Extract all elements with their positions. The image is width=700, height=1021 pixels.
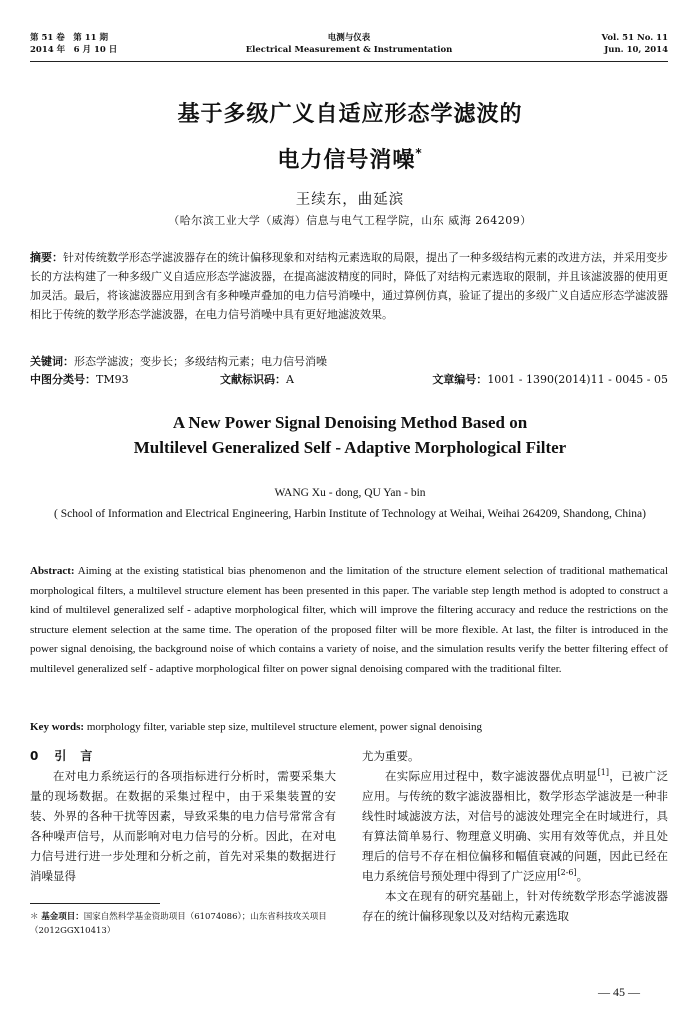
english-keywords: Key words: morphology filter, variable step size, multilevel structure element, power signal denoising — [30, 721, 482, 733]
chinese-keywords: 关键词：形态学滤波；变步长；多级结构元素；电力信号消噪 — [30, 355, 327, 368]
header-journal-name: 电测与仪表 Electrical Measurement & Instrumentation — [245, 33, 453, 55]
english-abstract-text: Aiming at the existing statistical bias phenomenon and the limitation of the structure element selection of traditional mathematical morphological filters, a multilevel structure element has been presented in this paper. The variable step length method is adopted to construct a kind of multilevel generalized self - adaptive morphological filter, which will improve the filtering accuracy and reduce the restrictions on the structure element selection at the same time. The operation of the proposed filter will be more flexible. At last, the filter is introduced in the power signal denoising, the background noise of which contains a variety of noise, and the simulation results verify the better filtering effect of multilevel generalized self - adaptive morphological filter on power signal denoising compared with the traditional filter. — [30, 565, 668, 675]
intro-paragraph: 在对电力系统运行的各项指标进行分析时，需要采集大量的现场数据。在数据的采集过程中，由于采集装置的安装、外界的各种干扰等因素，导致采集的电力信号常常含有各种噪声信号，从而影响对电力信号的分析。因此，在对电力信号进行进一步处理和分析之前，首先对采集的数据进行消噪显得 — [30, 769, 336, 883]
english-abstract — [30, 562, 668, 679]
chinese-abstract-text: 针对传统数学形态学滤波器存在的统计偏移现象和对结构元素选取的局限，提出了一种多级结构元素的改进方法，并采用变步长的方法构建了一种多级广义自适应形态学滤波器，在提高滤波精度的同时，降低了对结构元素选取的限制，并且该滤波器的使用更加灵活。最后，将该滤波器应用到含有多种噪声叠加的电力信号消噪中，通过算例仿真，验证了提出的多级广义自适应形态学滤波器相比于传统的数学形态学滤波器，在电力信号消噪中具有更好地滤波效果。 — [30, 251, 668, 321]
english-authors: WANG Xu - dong, QU Yan - bin — [274, 487, 426, 499]
clc-number: 中图分类号：TM93 — [30, 373, 129, 386]
english-affiliation: ( School of Information and Electrical Engineering, Harbin Institute of Technology at Weihai, Weihai 264209, Shandong, China) — [53, 508, 646, 520]
footnote-funding: ＊ 基金项目：国家自然科学基金资助项目（61074086）；山东省科技攻关项目（2012GGX10413） — [30, 912, 327, 936]
document-code: 文献标识码：A — [220, 373, 294, 386]
chinese-abstract — [30, 248, 668, 324]
header-volume-info: 第 51 卷 第 11 期 2014 年 6 月 10 日 — [30, 33, 118, 55]
left-column — [30, 746, 336, 886]
citation: [2-6] — [557, 868, 577, 878]
paragraph-this-paper: 本文在现有的研究基础上，针对传统数学形态学滤波器存在的统计偏移现象以及对结构元素选取 — [362, 889, 668, 923]
right-column — [362, 746, 668, 926]
page-number: — 45 — — [598, 985, 640, 999]
section-heading-introduction: 0 引言 — [30, 749, 107, 763]
chinese-authors: 王续东，曲延滨 — [295, 192, 405, 208]
paragraph-digital-filters: 在实际应用过程中，数字滤波器优点明显[1]，已被广泛应用。与传统的数字滤波器相比，数学形态学滤波是一种非线性时域滤波方法，对信号的滤波处理完全在时域进行，具有算法简单易行、物理意义明确、实用有效等优点，并且处理后的信号不存在相位偏移和幅值衰减的问题，因此已经在电力系统信号预处理中得到了广泛应用[2-6]。 — [362, 768, 669, 883]
header-volume-info-en: Vol. 51 No. 11 Jun. 10, 2014 — [601, 33, 668, 55]
english-title: A New Power Signal Denoising Method Based on Multilevel Generalized Self - Adaptive Morphological Filter — [133, 413, 567, 457]
article-number: 文章编号：1001 - 1390(2014)11 - 0045 - 05 — [432, 373, 668, 386]
footnote-rule — [30, 903, 160, 904]
chinese-affiliation: （哈尔滨工业大学（威海）信息与电气工程学院，山东 威海 264209） — [168, 214, 532, 227]
citation: [1] — [597, 768, 609, 778]
chinese-title: 基于多级广义自适应形态学滤波的 电力信号消噪* — [177, 102, 523, 173]
chinese-abstract-label: 摘要： — [30, 251, 63, 264]
english-abstract-label: Abstract: — [30, 565, 75, 577]
title-footnote-mark: * — [415, 146, 423, 160]
header-rule — [30, 61, 668, 62]
intro-paragraph-continued: 尤为重要。 — [362, 749, 420, 763]
classification-line — [30, 371, 668, 389]
running-header — [30, 32, 668, 62]
